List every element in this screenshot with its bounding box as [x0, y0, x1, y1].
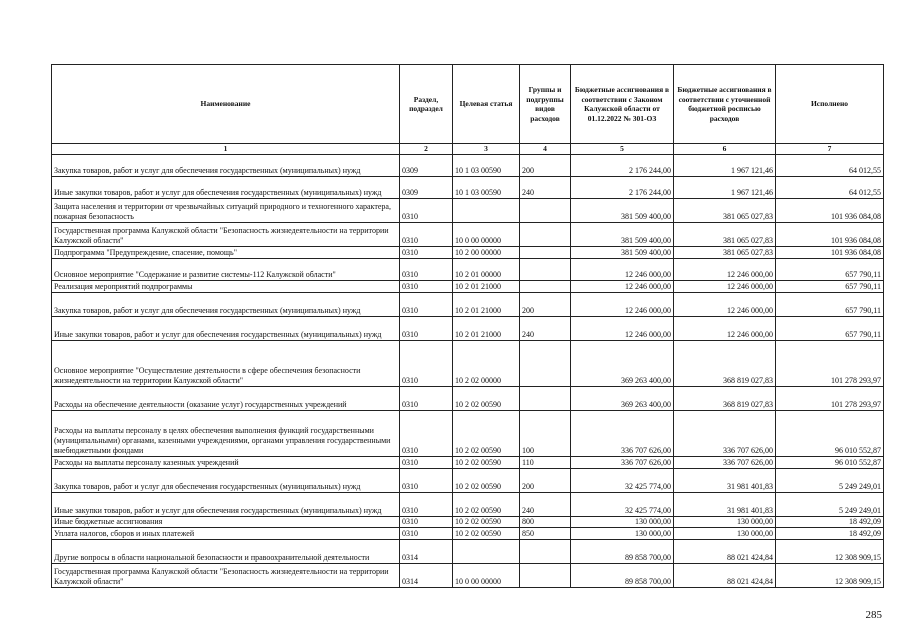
row-section-code: 0310 [400, 386, 453, 410]
row-executed-value: 657 790,11 [776, 316, 884, 340]
row-section-code: 0310 [400, 222, 453, 246]
row-expense-group: 200 [520, 154, 571, 176]
header-article: Целевая статья [453, 65, 520, 144]
row-name: Расходы на выплаты персоналу казенных учреждений [52, 456, 400, 468]
row-name: Основное мероприятие "Осуществление деятельности в сфере обеспечения безопасности жизнедеятельности на территории Калужской области" [52, 340, 400, 386]
row-section-code: 0309 [400, 154, 453, 176]
row-target-article: 10 2 01 21000 [453, 280, 520, 292]
row-expense-group: 850 [520, 527, 571, 539]
row-name: Закупка товаров, работ и услуг для обеспечения государственных (муниципальных) нужд [52, 154, 400, 176]
row-name: Государственная программа Калужской области "Безопасность жизнедеятельности на территории Калужской области" [52, 563, 400, 587]
row-assign-refined-value: 1 967 121,46 [674, 154, 776, 176]
row-assign-refined-value: 130 000,00 [674, 527, 776, 539]
row-executed-value: 5 249 249,01 [776, 492, 884, 516]
row-assign-law-value: 381 509 400,00 [571, 198, 674, 222]
table-row [52, 176, 884, 198]
row-executed-value: 101 936 084,08 [776, 246, 884, 258]
row-section-code: 0310 [400, 456, 453, 468]
row-executed-value: 96 010 552,87 [776, 410, 884, 456]
column-number: 1 [52, 144, 400, 155]
header-group: Группы и подгруппы видов расходов [520, 65, 571, 144]
header-assign-law: Бюджетные ассигнования в соответствии с Законом Калужской области от 01.12.2022 № 301-ОЗ [571, 65, 674, 144]
table-row [52, 492, 884, 516]
row-target-article: 10 2 02 00000 [453, 340, 520, 386]
row-section-code: 0309 [400, 176, 453, 198]
table-row [52, 456, 884, 468]
row-expense-group: 200 [520, 292, 571, 316]
row-target-article: 10 2 02 00590 [453, 410, 520, 456]
row-expense-group [520, 563, 571, 587]
row-name: Другие вопросы в области национальной безопасности и правоохранительной деятельности [52, 539, 400, 563]
row-assign-refined-value: 1 967 121,46 [674, 176, 776, 198]
row-assign-refined-value: 336 707 626,00 [674, 410, 776, 456]
table-row [52, 527, 884, 539]
table-row [52, 468, 884, 492]
row-name: Закупка товаров, работ и услуг для обеспечения государственных (муниципальных) нужд [52, 292, 400, 316]
row-expense-group [520, 258, 571, 280]
row-expense-group: 200 [520, 468, 571, 492]
row-name: Уплата налогов, сборов и иных платежей [52, 527, 400, 539]
page-number: 285 [865, 609, 882, 621]
row-executed-value: 657 790,11 [776, 280, 884, 292]
column-number: 6 [674, 144, 776, 155]
row-section-code: 0310 [400, 468, 453, 492]
column-number: 7 [776, 144, 884, 155]
row-assign-law-value: 336 707 626,00 [571, 410, 674, 456]
row-name: Закупка товаров, работ и услуг для обеспечения государственных (муниципальных) нужд [52, 468, 400, 492]
row-section-code: 0310 [400, 516, 453, 527]
row-section-code: 0310 [400, 246, 453, 258]
column-number: 5 [571, 144, 674, 155]
row-assign-refined-value: 12 246 000,00 [674, 280, 776, 292]
row-target-article: 10 2 01 21000 [453, 316, 520, 340]
row-assign-refined-value: 88 021 424,84 [674, 539, 776, 563]
row-target-article [453, 539, 520, 563]
row-target-article: 10 2 01 00000 [453, 258, 520, 280]
row-assign-law-value: 381 509 400,00 [571, 222, 674, 246]
row-expense-group [520, 340, 571, 386]
table-row [52, 246, 884, 258]
row-expense-group [520, 246, 571, 258]
row-name: Защита населения и территории от чрезвычайных ситуаций природного и техногенного характера, пожарная безопасность [52, 198, 400, 222]
row-assign-law-value: 32 425 774,00 [571, 468, 674, 492]
row-assign-refined-value: 381 065 027,83 [674, 222, 776, 246]
row-target-article: 10 2 02 00590 [453, 386, 520, 410]
row-assign-law-value: 12 246 000,00 [571, 258, 674, 280]
row-assign-law-value: 2 176 244,00 [571, 154, 674, 176]
row-assign-refined-value: 130 000,00 [674, 516, 776, 527]
row-assign-law-value: 130 000,00 [571, 516, 674, 527]
row-section-code: 0310 [400, 527, 453, 539]
row-expense-group: 110 [520, 456, 571, 468]
row-assign-law-value: 32 425 774,00 [571, 492, 674, 516]
row-assign-law-value: 12 246 000,00 [571, 292, 674, 316]
row-target-article: 10 0 00 00000 [453, 222, 520, 246]
row-executed-value: 657 790,11 [776, 258, 884, 280]
table-row [52, 198, 884, 222]
row-executed-value: 12 308 909,15 [776, 539, 884, 563]
row-expense-group: 100 [520, 410, 571, 456]
row-assign-refined-value: 31 981 401,83 [674, 492, 776, 516]
row-target-article: 10 2 01 21000 [453, 292, 520, 316]
row-expense-group [520, 280, 571, 292]
row-assign-law-value: 89 858 700,00 [571, 563, 674, 587]
row-executed-value: 18 492,09 [776, 527, 884, 539]
row-expense-group: 800 [520, 516, 571, 527]
header-name: Наименование [52, 65, 400, 144]
row-section-code: 0310 [400, 280, 453, 292]
row-assign-law-value: 2 176 244,00 [571, 176, 674, 198]
column-number: 3 [453, 144, 520, 155]
header-executed: Исполнено [776, 65, 884, 144]
row-expense-group: 240 [520, 492, 571, 516]
row-expense-group: 240 [520, 176, 571, 198]
table-row [52, 258, 884, 280]
table-row [52, 563, 884, 587]
row-assign-law-value: 369 263 400,00 [571, 386, 674, 410]
row-section-code: 0310 [400, 258, 453, 280]
row-name: Иные бюджетные ассигнования [52, 516, 400, 527]
row-target-article: 10 2 02 00590 [453, 516, 520, 527]
row-assign-refined-value: 88 021 424,84 [674, 563, 776, 587]
row-name: Подпрограмма "Предупреждение, спасение, помощь" [52, 246, 400, 258]
row-assign-law-value: 369 263 400,00 [571, 340, 674, 386]
row-section-code: 0314 [400, 563, 453, 587]
row-target-article: 10 1 03 00590 [453, 176, 520, 198]
row-expense-group [520, 222, 571, 246]
row-target-article: 10 2 02 00590 [453, 527, 520, 539]
row-executed-value: 101 936 084,08 [776, 198, 884, 222]
row-executed-value: 101 278 293,97 [776, 386, 884, 410]
row-assign-refined-value: 381 065 027,83 [674, 246, 776, 258]
row-name: Расходы на выплаты персоналу в целях обеспечения выполнения функций государственными (муниципальными) органами, казенными учреждениями, органами управления государственными внебюджетными фондами [52, 410, 400, 456]
row-expense-group [520, 539, 571, 563]
row-section-code: 0310 [400, 340, 453, 386]
table-row [52, 280, 884, 292]
row-assign-refined-value: 368 819 027,83 [674, 386, 776, 410]
row-name: Иные закупки товаров, работ и услуг для обеспечения государственных (муниципальных) нужд [52, 492, 400, 516]
table-row [52, 316, 884, 340]
row-executed-value: 64 012,55 [776, 176, 884, 198]
table-row [52, 410, 884, 456]
column-number: 4 [520, 144, 571, 155]
row-section-code: 0310 [400, 292, 453, 316]
row-expense-group [520, 198, 571, 222]
row-executed-value: 64 012,55 [776, 154, 884, 176]
row-target-article: 10 2 00 00000 [453, 246, 520, 258]
row-target-article: 10 0 00 00000 [453, 563, 520, 587]
row-assign-refined-value: 336 707 626,00 [674, 456, 776, 468]
row-section-code: 0314 [400, 539, 453, 563]
row-name: Основное мероприятие "Содержание и развитие системы-112 Калужской области" [52, 258, 400, 280]
row-executed-value: 12 308 909,15 [776, 563, 884, 587]
row-assign-refined-value: 12 246 000,00 [674, 292, 776, 316]
row-name: Реализация мероприятий подпрограммы [52, 280, 400, 292]
table-row [52, 516, 884, 527]
column-number-row [52, 144, 884, 155]
row-section-code: 0310 [400, 198, 453, 222]
table-row [52, 386, 884, 410]
row-assign-law-value: 381 509 400,00 [571, 246, 674, 258]
row-name: Государственная программа Калужской области "Безопасность жизнедеятельности на территории Калужской области" [52, 222, 400, 246]
row-section-code: 0310 [400, 492, 453, 516]
row-assign-law-value: 89 858 700,00 [571, 539, 674, 563]
row-expense-group [520, 386, 571, 410]
table-body [52, 154, 884, 587]
table-row [52, 539, 884, 563]
header-section: Раздел, подраздел [400, 65, 453, 144]
row-target-article: 10 1 03 00590 [453, 154, 520, 176]
row-assign-refined-value: 31 981 401,83 [674, 468, 776, 492]
row-target-article: 10 2 02 00590 [453, 492, 520, 516]
row-target-article: 10 2 02 00590 [453, 468, 520, 492]
row-executed-value: 657 790,11 [776, 292, 884, 316]
table-header-row [52, 65, 884, 144]
row-assign-refined-value: 381 065 027,83 [674, 198, 776, 222]
row-executed-value: 5 249 249,01 [776, 468, 884, 492]
budget-table [51, 64, 884, 588]
row-assign-law-value: 336 707 626,00 [571, 456, 674, 468]
row-executed-value: 18 492,09 [776, 516, 884, 527]
row-name: Расходы на обеспечение деятельности (оказание услуг) государственных учреждений [52, 386, 400, 410]
row-executed-value: 101 278 293,97 [776, 340, 884, 386]
row-assign-refined-value: 368 819 027,83 [674, 340, 776, 386]
column-number: 2 [400, 144, 453, 155]
row-target-article [453, 198, 520, 222]
row-assign-law-value: 12 246 000,00 [571, 280, 674, 292]
row-section-code: 0310 [400, 316, 453, 340]
row-expense-group: 240 [520, 316, 571, 340]
row-target-article: 10 2 02 00590 [453, 456, 520, 468]
row-executed-value: 101 936 084,08 [776, 222, 884, 246]
table-row [52, 340, 884, 386]
row-name: Иные закупки товаров, работ и услуг для обеспечения государственных (муниципальных) нужд [52, 176, 400, 198]
table-row [52, 154, 884, 176]
table-row [52, 222, 884, 246]
row-assign-refined-value: 12 246 000,00 [674, 316, 776, 340]
row-assign-refined-value: 12 246 000,00 [674, 258, 776, 280]
row-executed-value: 96 010 552,87 [776, 456, 884, 468]
row-section-code: 0310 [400, 410, 453, 456]
row-name: Иные закупки товаров, работ и услуг для обеспечения государственных (муниципальных) нужд [52, 316, 400, 340]
header-assign-refined: Бюджетные ассигнования в соответствии с уточненной бюджетной росписью расходов [674, 65, 776, 144]
row-assign-law-value: 130 000,00 [571, 527, 674, 539]
row-assign-law-value: 12 246 000,00 [571, 316, 674, 340]
table-row [52, 292, 884, 316]
